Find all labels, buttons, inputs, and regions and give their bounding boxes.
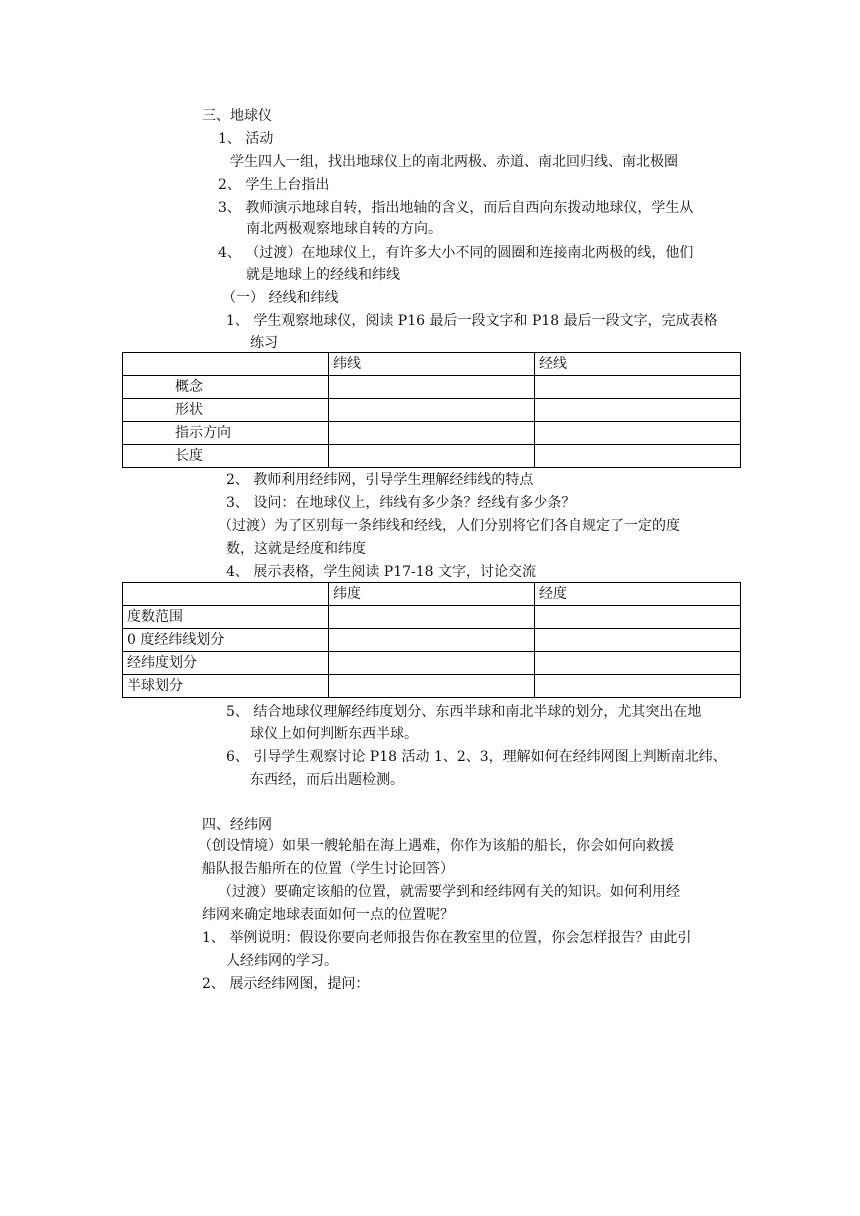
- sub-item-6-line-1: 6、 引导学生观察讨论 P18 活动 1、2、3，理解如何在经纬网图上判断南北纬、: [226, 749, 727, 765]
- table-header-cell: 纬线: [329, 353, 535, 376]
- row-label: 半球划分: [123, 675, 329, 698]
- sub-item-5-line-1: 5、 结合地球仪理解经纬度划分、东西半球和南北半球的划分，尤其突出在地: [226, 704, 702, 720]
- sub-item-2: 2、 教师利用经纬网，引导学生理解经纬线的特点: [226, 472, 534, 488]
- table-cell: [329, 422, 535, 445]
- item-3-line-1: 3、 教师演示地球自转，指出地轴的含义，而后自西向东拨动地球仪，学生从: [218, 200, 694, 216]
- table-cell: [535, 376, 741, 399]
- table-row: [123, 376, 741, 399]
- item-1-activity: 1、 活动: [218, 131, 274, 147]
- table-cell: [535, 445, 741, 468]
- table-cell: [535, 652, 741, 675]
- table-row: [123, 445, 741, 468]
- row-label: 形状: [123, 399, 329, 422]
- sub-heading-lines: （一） 经线和纬线: [222, 290, 339, 306]
- item-1-body: 学生四人一组，找出地球仪上的南北两极、赤道、南北回归线、南北极圈: [230, 154, 678, 170]
- degrees-table: [122, 582, 741, 698]
- table-header-row: [123, 583, 741, 606]
- sub-item-3: 3、 设问：在地球仪上，纬线有多少条？经线有多少条？: [226, 495, 576, 511]
- grid-item-1-line-2: 人经纬网的学习。: [226, 953, 338, 969]
- table-header-cell: 经线: [535, 353, 741, 376]
- table-row: [123, 629, 741, 652]
- row-label: 概念: [123, 376, 329, 399]
- section-heading-globe: 三、地球仪: [202, 108, 272, 124]
- sub-item-6-line-2: 东西经，而后出题检测。: [250, 772, 404, 788]
- table-cell: [535, 606, 741, 629]
- scenario-line-2: 船队报告船所在的位置（学生讨论回答）: [202, 861, 454, 877]
- table-cell: [329, 629, 535, 652]
- table-row: [123, 399, 741, 422]
- transition-line-2: 数，这就是经度和纬度: [226, 541, 366, 557]
- transition-line-1: （过渡）为了区别每一条纬线和经线，人们分别将它们各自规定了一定的度: [218, 518, 680, 534]
- lines-table: [122, 352, 741, 468]
- row-label: 经纬度划分: [123, 652, 329, 675]
- table-row: [123, 675, 741, 698]
- table-row: [123, 606, 741, 629]
- sub-item-1-line-2: 练习: [250, 335, 278, 351]
- sub-item-5-line-2: 球仪上如何判断东西半球。: [250, 726, 418, 742]
- table-cell: [535, 399, 741, 422]
- transition2-line-2: 纬网来确定地球表面如何一点的位置呢？: [202, 907, 454, 923]
- table-cell: [329, 652, 535, 675]
- table-cell: [329, 376, 535, 399]
- table-header-cell: [123, 583, 329, 606]
- table-header-cell: [123, 353, 329, 376]
- table-cell: [329, 675, 535, 698]
- table-header-cell: 经度: [535, 583, 741, 606]
- table-header-row: [123, 353, 741, 376]
- item-3-line-2: 南北两极观察地球自转的方向。: [246, 221, 442, 237]
- item-2: 2、 学生上台指出: [218, 177, 330, 193]
- row-label: 指示方向: [123, 422, 329, 445]
- table-cell: [329, 445, 535, 468]
- grid-item-2: 2、 展示经纬网图，提问：: [202, 976, 370, 992]
- item-4-line-2: 就是地球上的经线和纬线: [246, 267, 400, 283]
- sub-item-1-line-1: 1、 学生观察地球仪，阅读 P16 最后一段文字和 P18 最后一段文字，完成表格: [226, 313, 718, 329]
- table-cell: [535, 629, 741, 652]
- grid-item-1-line-1: 1、 举例说明：假设你要向老师报告你在教室里的位置，你会怎样报告？由此引: [202, 930, 692, 946]
- scenario-line-1: （创设情境）如果一艘轮船在海上遇难，你作为该船的船长，你会如何向救援: [198, 838, 674, 854]
- transition2-line-1: （过渡）要确定该船的位置，就需要学到和经纬网有关的知识。如何利用经: [218, 884, 680, 900]
- table-cell: [329, 606, 535, 629]
- table-header-cell: 纬度: [329, 583, 535, 606]
- table-cell: [535, 675, 741, 698]
- section-heading-grid: 四、经纬网: [202, 817, 272, 833]
- table-row: [123, 422, 741, 445]
- item-4-line-1: 4、 （过渡）在地球仪上，有许多大小不同的圆圈和连接南北两极的线，他们: [218, 245, 694, 261]
- table-row: [123, 652, 741, 675]
- table-cell: [535, 422, 741, 445]
- row-label: 0 度经纬线划分: [123, 629, 329, 652]
- table-cell: [329, 399, 535, 422]
- sub-item-4: 4、 展示表格，学生阅读 P17-18 文字，讨论交流: [226, 564, 537, 580]
- row-label: 长度: [123, 445, 329, 468]
- row-label: 度数范围: [123, 606, 329, 629]
